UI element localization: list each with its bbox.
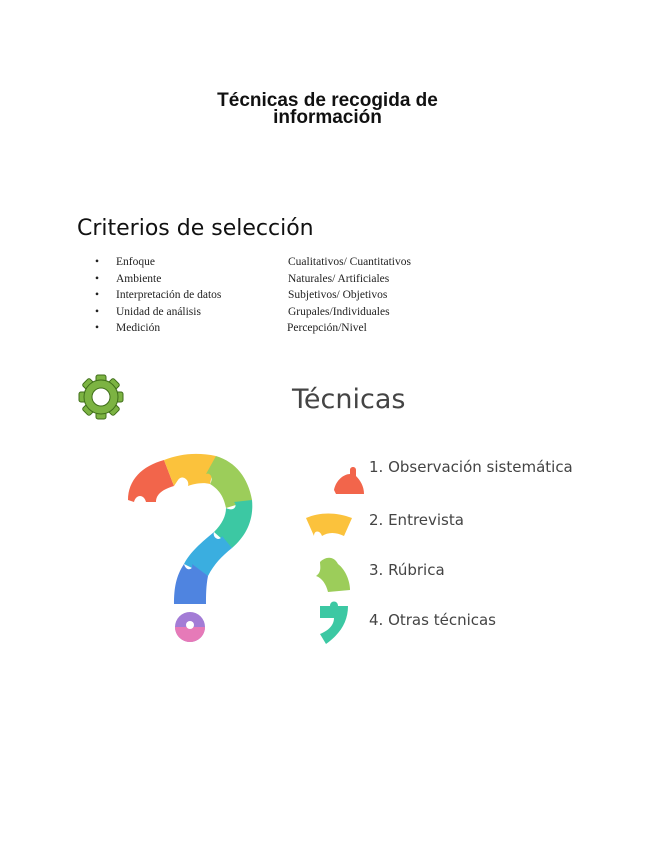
gear-icon	[79, 375, 123, 419]
technique-item-2: 2. Entrevista	[369, 511, 464, 529]
bullet: •	[95, 272, 100, 285]
criterion-values: Percepción/Nivel	[287, 322, 367, 335]
criteria-row-medicion	[95, 322, 455, 339]
criterion-label: Unidad de análisis	[116, 305, 201, 318]
criterion-values: Cualitativos/ Cuantitativos	[288, 256, 411, 268]
criterion-label: Ambiente	[116, 272, 162, 285]
criteria-list	[95, 256, 455, 339]
techniques-graphic	[76, 368, 581, 658]
document-title-line2: información	[273, 107, 382, 128]
bullet: •	[95, 322, 100, 335]
puzzle-piece-icon	[320, 602, 348, 645]
puzzle-piece-green	[206, 456, 252, 508]
technique-item-1: 1. Observación sistemática	[369, 458, 573, 476]
criterion-values: Naturales/ Artificiales	[288, 272, 390, 285]
question-mark-puzzle-icon	[128, 454, 252, 642]
criterion-label: Medición	[116, 322, 161, 335]
criteria-row-unidad	[95, 306, 455, 323]
criteria-row-interpretacion	[95, 289, 455, 306]
criteria-heading: Criterios de selección	[77, 216, 314, 241]
document-title	[0, 92, 655, 126]
criterion-label: Interpretación de datos	[116, 289, 222, 302]
criterion-values: Grupales/Individuales	[288, 305, 390, 318]
criteria-row-enfoque	[95, 256, 455, 273]
puzzle-piece-icon	[334, 467, 364, 494]
bullet: •	[95, 256, 100, 268]
puzzle-piece-icon	[306, 514, 352, 537]
technique-item-3: 3. Rúbrica	[369, 561, 445, 579]
criterion-values: Subjetivos/ Objetivos	[288, 289, 388, 302]
criterion-label: Enfoque	[116, 256, 155, 268]
techniques-title: Técnicas	[292, 384, 406, 415]
technique-item-4: 4. Otras técnicas	[369, 611, 496, 629]
criteria-row-ambiente	[95, 273, 455, 290]
bullet: •	[95, 305, 100, 318]
document-title-line1: Técnicas de recogida de	[217, 90, 438, 111]
puzzle-piece-icon	[316, 558, 350, 592]
puzzle-dot-bottom	[175, 627, 205, 642]
bullet: •	[95, 289, 100, 302]
